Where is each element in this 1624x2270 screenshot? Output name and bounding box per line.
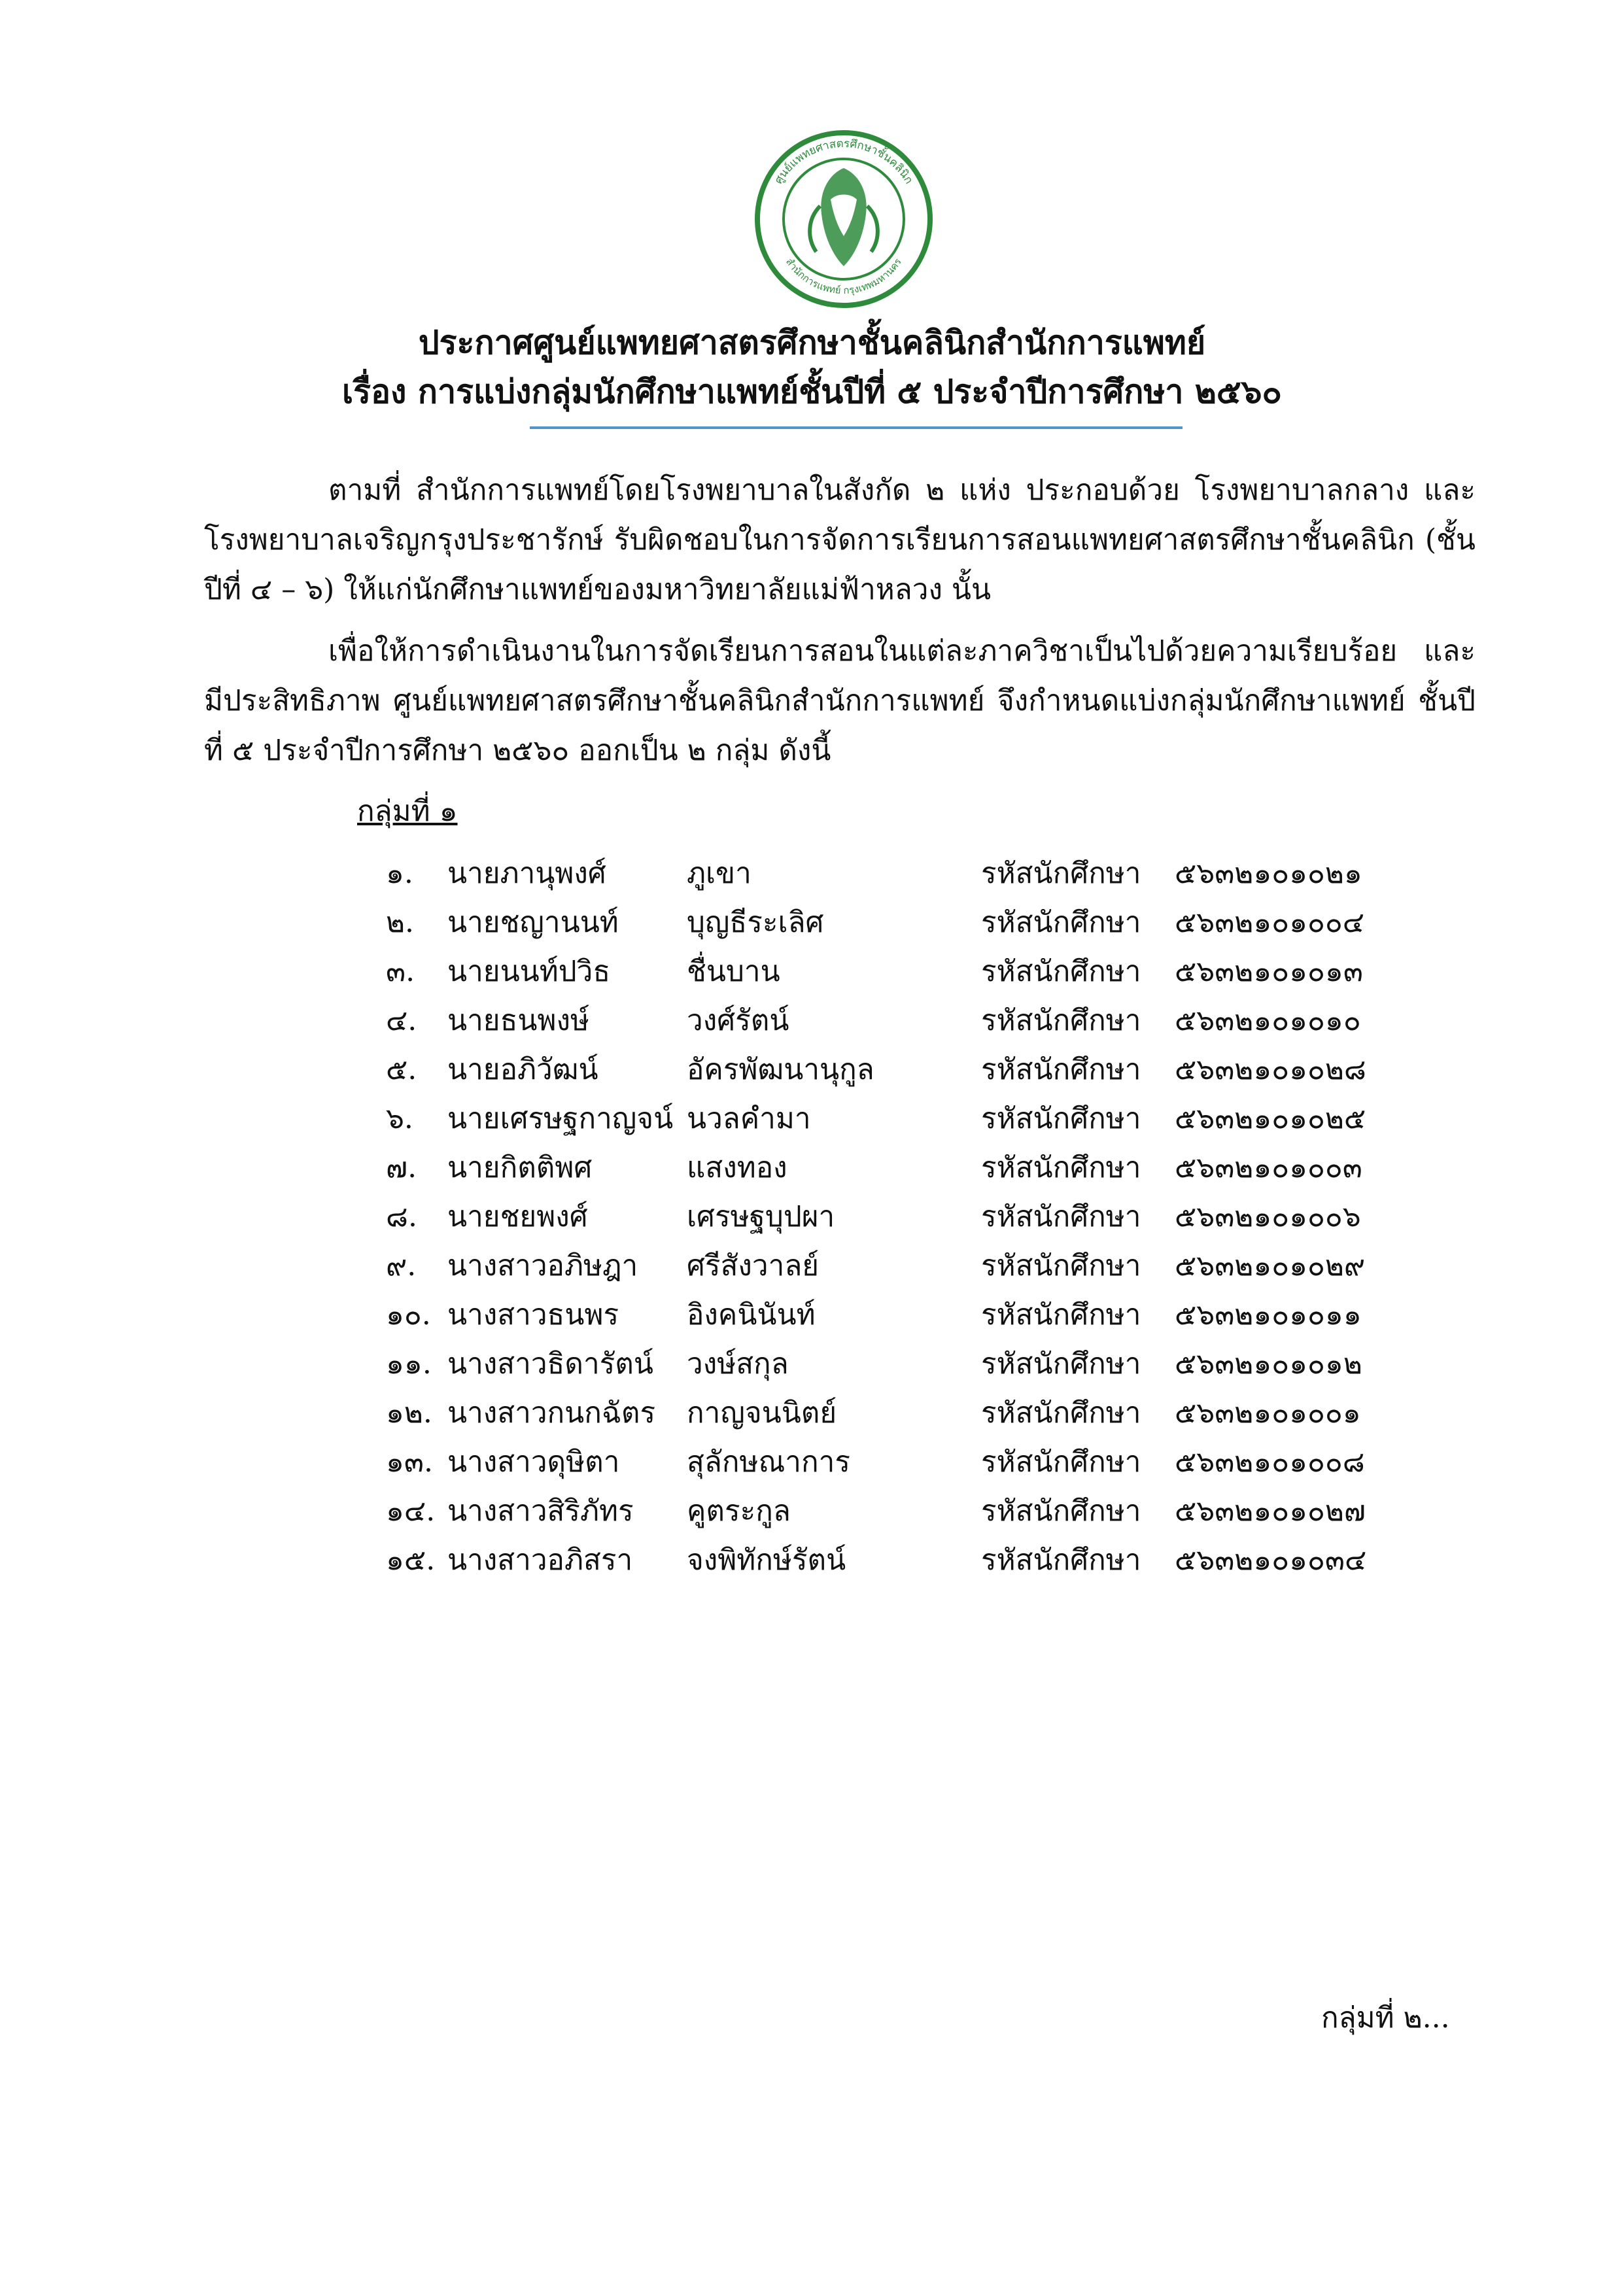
announcement-title: ประกาศศูนย์แพทยศาสตรศึกษาชั้นคลินิกสำนักการแพทย์ bbox=[418, 323, 1206, 362]
student-first-name: นายชยพงศ์ bbox=[447, 1200, 588, 1233]
student-first-name: นางสาวอภิษฎา bbox=[447, 1249, 638, 1282]
student-number: ๘. bbox=[386, 1200, 417, 1233]
student-id-label: รหัสนักศึกษา bbox=[981, 857, 1141, 890]
logo-bottom-text: สำนักการแพทย์ กรุงเทพมหานคร bbox=[783, 256, 904, 297]
student-id: ๕๖๓๒๑๐๑๐๒๗ bbox=[1175, 1494, 1366, 1528]
student-last-name: คูตระกูล bbox=[687, 1494, 791, 1528]
student-first-name: นางสาวธิดารัตน์ bbox=[447, 1347, 653, 1381]
student-last-name: แสงทอง bbox=[687, 1151, 787, 1184]
student-id: ๕๖๓๒๑๐๑๐๑๑ bbox=[1175, 1298, 1362, 1332]
student-number: ๑๓. bbox=[386, 1445, 433, 1479]
list-item bbox=[0, 899, 1624, 948]
list-item bbox=[0, 1194, 1624, 1243]
announcement-subject: เรื่อง การแบ่งกลุ่มนักศึกษาแพทย์ชั้นปีที่ ๕ ประจำปีการศึกษา ๒๕๖๐ bbox=[342, 372, 1282, 411]
student-id: ๕๖๓๒๑๐๑๐๐๔ bbox=[1175, 906, 1365, 939]
student-number: ๑๒. bbox=[386, 1396, 432, 1430]
intro-text: ตามที่ สำนักการแพทย์โดยโรงพยาบาลในสังกัด ๒ แห่ง ประกอบด้วย โรงพยาบาลกลาง และโรงพยาบาลเจริญกรุงประชารักษ์ รับผิดชอบในการจัดการเรียนการสอนแพทยศาสตรศึกษาชั้นคลินิก (ชั้นปีที่ ๔ – ๖) ให้แก่นักศึกษาแพทย์ของมหาวิทยาลัยแม่ฟ้าหลวง นั้น bbox=[204, 473, 1476, 606]
intro-paragraph bbox=[204, 466, 1476, 615]
student-last-name: จงพิทักษ์รัตน์ bbox=[687, 1543, 846, 1577]
student-first-name: นางสาวอภิสรา bbox=[447, 1543, 633, 1577]
student-id-label: รหัสนักศึกษา bbox=[981, 1543, 1141, 1577]
student-last-name: วงศ์รัตน์ bbox=[687, 1004, 789, 1037]
student-id-label: รหัสนักศึกษา bbox=[981, 1347, 1141, 1381]
student-id-label: รหัสนักศึกษา bbox=[981, 1445, 1141, 1479]
student-number: ๒. bbox=[386, 906, 414, 939]
list-item bbox=[0, 850, 1624, 899]
list-item bbox=[0, 1488, 1624, 1537]
student-number: ๙. bbox=[386, 1249, 417, 1282]
student-id: ๕๖๓๒๑๐๑๐๑๒ bbox=[1175, 1347, 1362, 1381]
student-first-name: นายเศรษฐกาญจน์ bbox=[447, 1102, 674, 1135]
student-id-label: รหัสนักศึกษา bbox=[981, 1298, 1141, 1332]
student-first-name: นายกิตติพศ bbox=[447, 1151, 593, 1184]
student-id-label: รหัสนักศึกษา bbox=[981, 1396, 1141, 1430]
student-last-name: กาญจนนิตย์ bbox=[687, 1396, 837, 1430]
student-last-name: เศรษฐบุปผา bbox=[687, 1200, 835, 1233]
student-id: ๕๖๓๒๑๐๑๐๐๘ bbox=[1175, 1445, 1365, 1479]
list-item bbox=[0, 1046, 1624, 1095]
student-id: ๕๖๓๒๑๐๑๐๒๙ bbox=[1175, 1249, 1366, 1282]
student-id: ๕๖๓๒๑๐๑๐๑๓ bbox=[1175, 955, 1363, 988]
student-first-name: นายภานุพงศ์ bbox=[447, 857, 606, 890]
list-item bbox=[0, 1095, 1624, 1144]
student-first-name: นางสาวธนพร bbox=[447, 1298, 619, 1332]
purpose-paragraph bbox=[204, 627, 1476, 776]
student-number: ๕. bbox=[386, 1053, 417, 1086]
title-divider bbox=[530, 426, 1183, 429]
student-first-name: นางสาวดุษิตา bbox=[447, 1445, 620, 1479]
student-id-label: รหัสนักศึกษา bbox=[981, 1200, 1141, 1233]
student-id: ๕๖๓๒๑๐๑๐๐๖ bbox=[1175, 1200, 1361, 1233]
list-item bbox=[0, 1144, 1624, 1194]
student-first-name: นายธนพงษ์ bbox=[447, 1004, 589, 1037]
student-id: ๕๖๓๒๑๐๑๐๓๔ bbox=[1175, 1543, 1367, 1577]
student-number: ๑. bbox=[386, 857, 413, 890]
student-first-name: นายอภิวัฒน์ bbox=[447, 1053, 598, 1086]
student-last-name: สุลักษณาการ bbox=[687, 1445, 850, 1479]
student-number: ๖. bbox=[386, 1102, 413, 1135]
continuation-note: กลุ่มที่ ๒... bbox=[1321, 2001, 1450, 2035]
student-id-label: รหัสนักศึกษา bbox=[981, 1053, 1141, 1086]
student-id: ๕๖๓๒๑๐๑๐๐๓ bbox=[1175, 1151, 1362, 1184]
student-id-label: รหัสนักศึกษา bbox=[981, 1249, 1141, 1282]
student-first-name: นางสาวสิริภัทร bbox=[447, 1494, 634, 1528]
student-id-label: รหัสนักศึกษา bbox=[981, 1494, 1141, 1528]
student-id-label: รหัสนักศึกษา bbox=[981, 1151, 1141, 1184]
student-first-name: นายนนท์ปวิธ bbox=[447, 955, 611, 988]
list-item bbox=[0, 1537, 1624, 1586]
logo-top-text: ศูนย์แพทยศาสตรศึกษาชั้นคลินิก bbox=[772, 137, 916, 186]
student-id: ๕๖๓๒๑๐๑๐๐๑ bbox=[1175, 1396, 1361, 1430]
student-last-name: บุญธีระเลิศ bbox=[687, 906, 824, 939]
student-id-label: รหัสนักศึกษา bbox=[981, 1102, 1141, 1135]
emblem-icon bbox=[752, 128, 935, 311]
list-item bbox=[0, 948, 1624, 997]
student-last-name: วงษ์สกุล bbox=[687, 1347, 789, 1381]
student-last-name: ชื่นบาน bbox=[687, 955, 780, 988]
student-last-name: ศรีสังวาลย์ bbox=[687, 1249, 820, 1282]
student-last-name: นวลคำมา bbox=[687, 1102, 811, 1135]
student-number: ๗. bbox=[386, 1151, 417, 1184]
group-heading: กลุ่มที่ ๑ bbox=[357, 795, 458, 828]
list-item bbox=[0, 1292, 1624, 1341]
list-item bbox=[0, 1243, 1624, 1292]
student-last-name: อัครพัฒนานุกูล bbox=[687, 1053, 874, 1086]
student-id: ๕๖๓๒๑๐๑๐๒๕ bbox=[1175, 1102, 1366, 1135]
student-id: ๕๖๓๒๑๐๑๐๒๘ bbox=[1175, 1053, 1366, 1086]
student-last-name: อิงคนินันท์ bbox=[687, 1298, 816, 1332]
student-first-name: นายชญานนท์ bbox=[447, 906, 619, 939]
student-number: ๔. bbox=[386, 1004, 417, 1037]
list-item bbox=[0, 1439, 1624, 1488]
list-item bbox=[0, 1390, 1624, 1439]
student-number: ๑๔. bbox=[386, 1494, 436, 1528]
student-id: ๕๖๓๒๑๐๑๐๒๑ bbox=[1175, 857, 1362, 890]
list-item bbox=[0, 997, 1624, 1046]
student-number: ๑๐. bbox=[386, 1298, 431, 1332]
student-number: ๑๑. bbox=[386, 1347, 432, 1381]
purpose-text: เพื่อให้การดำเนินงานในการจัดเรียนการสอนในแต่ละภาควิชาเป็นไปด้วยความเรียบร้อย และมีประสิทธิภาพ ศูนย์แพทยศาสตรศึกษาชั้นคลินิกสำนักการแพทย์ จึงกำหนดแบ่งกลุ่มนักศึกษาแพทย์ ชั้นปีที่ ๕ ประจำปีการศึกษา ๒๕๖๐ ออกเป็น ๒ กลุ่ม ดังนี้ bbox=[204, 634, 1476, 767]
student-id-label: รหัสนักศึกษา bbox=[981, 1004, 1141, 1037]
list-item bbox=[0, 1341, 1624, 1390]
student-id: ๕๖๓๒๑๐๑๐๑๐ bbox=[1175, 1004, 1361, 1037]
student-number: ๓. bbox=[386, 955, 415, 988]
student-id-label: รหัสนักศึกษา bbox=[981, 955, 1141, 988]
student-first-name: นางสาวกนกฉัตร bbox=[447, 1396, 656, 1430]
student-id-label: รหัสนักศึกษา bbox=[981, 906, 1141, 939]
student-number: ๑๕. bbox=[386, 1543, 436, 1577]
student-last-name: ภูเขา bbox=[687, 857, 752, 890]
